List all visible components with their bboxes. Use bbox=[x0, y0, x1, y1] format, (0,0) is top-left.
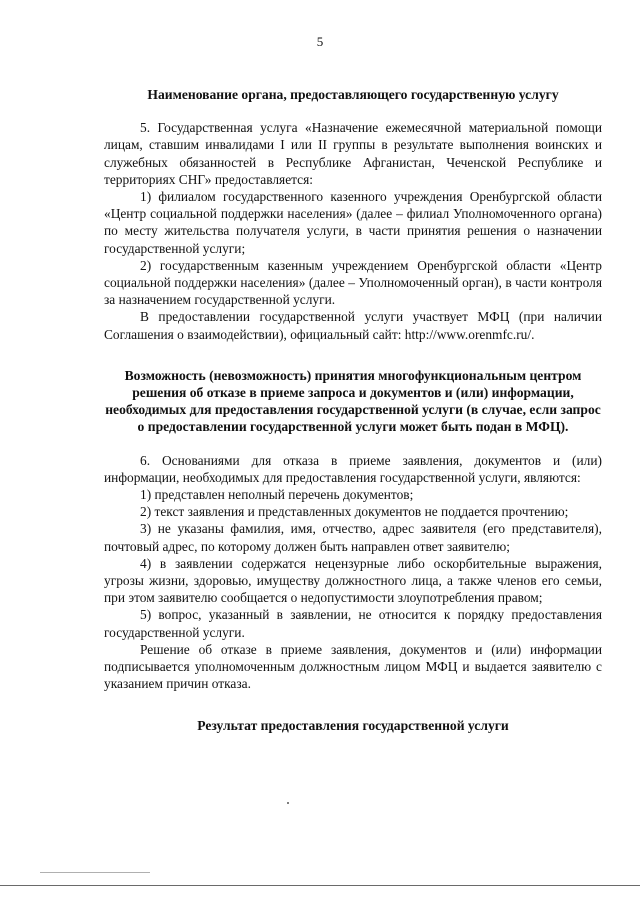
section-heading-authority: Наименование органа, предоставляющего государственную услугу bbox=[147, 87, 559, 102]
paragraph-mfc-participation: В предоставлении государственной услуги участвует МФЦ (при наличии Соглашения о взаимодействии), официальный сайт: http://www.orenmfc.ru/. bbox=[104, 309, 602, 342]
section-heading-result: Результат предоставления государственной услуги bbox=[197, 717, 509, 733]
paragraph-6-item-4: 4) в заявлении содержатся нецензурные либо оскорбительные выражения, угрозы жизни, здоровью, имуществу должностного лица, а также членов его семьи, при этом заявителю сообщается о недопустимости злоупотребления правом; bbox=[104, 555, 602, 606]
paragraph-6-item-2: 2) текст заявления и представленных документов не поддается прочтению; bbox=[140, 504, 569, 520]
page-bottom-edge bbox=[0, 885, 640, 886]
paragraph-6-item-1: 1) представлен неполный перечень документов; bbox=[140, 487, 414, 503]
paragraph-5-item-1: 1) филиалом государственного казенного учреждения Оренбургской области «Центр социальной поддержки населения» (далее – филиал Уполномоченного органа) по месту жительства получателя услуги, в части принятия решения о назначении государственной услуги; bbox=[104, 189, 602, 256]
paragraph-6-item-3: 3) не указаны фамилия, имя, отчество, адрес заявителя (его представителя), почтовый адрес, по которому должен быть направлен ответ заявителю; bbox=[104, 521, 602, 554]
paragraph-refusal-decision: Решение об отказе в приеме заявления, документов и (или) информации подписывается уполномоченным должностным лицом МФЦ и выдается заявителю с указанием причин отказа. bbox=[104, 641, 602, 692]
paragraph-5-item-2: 2) государственным казенным учреждением Оренбургской области «Центр социальной поддержки населения» (далее – Уполномоченный орган), в части контроля за назначением государственной услуги. bbox=[104, 257, 602, 308]
section-heading-mfc-refusal: Возможность (невозможность) принятия многофункциональным центром решения об отказе в приеме запроса и документов и (или) информации, необходимых для предоставления государственной услуги (в случае, если запрос о предоставлении государственной услуги может быть подан в МФЦ). bbox=[105, 367, 601, 435]
paragraph-5: 5. Государственная услуга «Назначение ежемесячной материальной помощи лицам, ставшим инвалидами I или II группы в результате выполнения воинских и служебных обязанностей в Республике Афганистан, Чеченской Республике и территориях СНГ» предоставляется: bbox=[104, 120, 602, 187]
document-body bbox=[104, 86, 602, 734]
scan-edge-mark bbox=[40, 872, 150, 873]
paragraph-6-item-5: 5) вопрос, указанный в заявлении, не относится к порядку предоставления государственной услуги. bbox=[104, 607, 602, 640]
scan-dot bbox=[287, 802, 289, 804]
paragraph-6: 6. Основаниями для отказа в приеме заявления, документов и (или) информации, необходимых для предоставления государственной услуги, являются: bbox=[104, 452, 602, 485]
page-number: 5 bbox=[316, 34, 324, 49]
